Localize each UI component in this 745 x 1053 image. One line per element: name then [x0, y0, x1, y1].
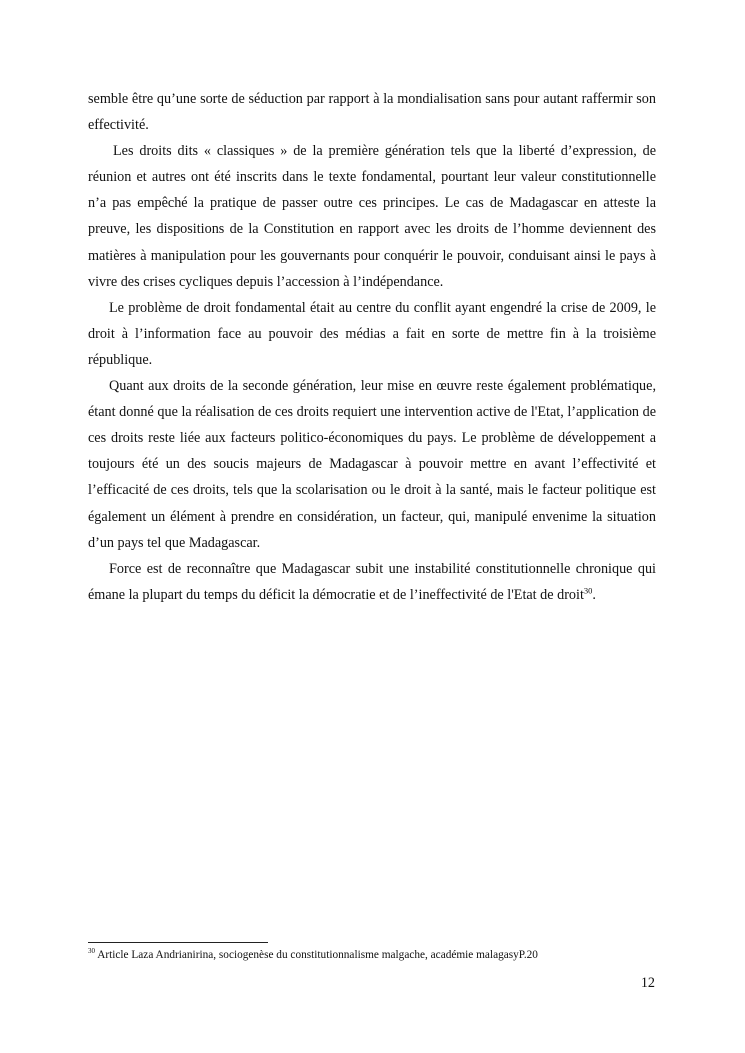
footnote-reference[interactable]: 30 — [583, 585, 593, 596]
paragraph-5 — [88, 556, 656, 608]
body-text — [88, 86, 656, 608]
paragraph-5-end: . — [592, 586, 596, 603]
footnote-separator — [88, 942, 268, 943]
page-number: 12 — [640, 975, 655, 991]
footnote-marker: 30 — [88, 947, 95, 956]
paragraph-3: Le problème de droit fondamental était au centre du conflit ayant engendré la crise de 2009, le droit à l’information face au pouvoir des médias a fait en sorte de mettre fin à la troisième république. — [88, 299, 656, 368]
footnote-text: Article Laza Andrianirina, sociogenèse du constitutionnalisme malgache, académie malagasyP.20 — [97, 949, 538, 961]
footnote — [88, 947, 656, 963]
paragraph-1: semble être qu’une sorte de séduction par rapport à la mondialisation sans pour autant raffermir son effectivité. — [88, 91, 656, 134]
paragraph-5-text: Force est de reconnaître que Madagascar subit une instabilité constitutionnelle chronique qui émane la plupart du temps du déficit la démocratie et de l’ineffectivité de l'Etat de droit — [88, 560, 656, 603]
paragraph-2: Les droits dits « classiques » de la première génération tels que la liberté d’expression, de réunion et autres ont été inscrits dans le texte fondamental, pourtant leur valeur constitutionnelle n’a pas empêché la pratique de passer outre ces principes. Le cas de Madagascar en atteste la preuve, les dispositions de la Constitution en rapport avec les droits de l’homme deviennent des matières à manipulation pour les gouvernants pour conquérir le pouvoir, conduisant ainsi le pays à vivre des crises cycliques depuis l’accession à l’indépendance. — [88, 143, 656, 290]
paragraph-4: Quant aux droits de la seconde génération, leur mise en œuvre reste également problématique, étant donné que la réalisation de ces droits requiert une intervention active de l'Etat, l’application de ces droits reste liée aux facteurs politico-économiques du pays. Le problème de développement a toujours été un des soucis majeurs de Madagascar à pouvoir mettre en avant l’effectivité et l’efficacité de ces droits, tels que la scolarisation ou le droit à la santé, mais le facteur politique est également un élément à prendre en considération, un facteur, qui, manipulé envenime la situation d’un pays tel que Madagascar. — [88, 378, 656, 551]
